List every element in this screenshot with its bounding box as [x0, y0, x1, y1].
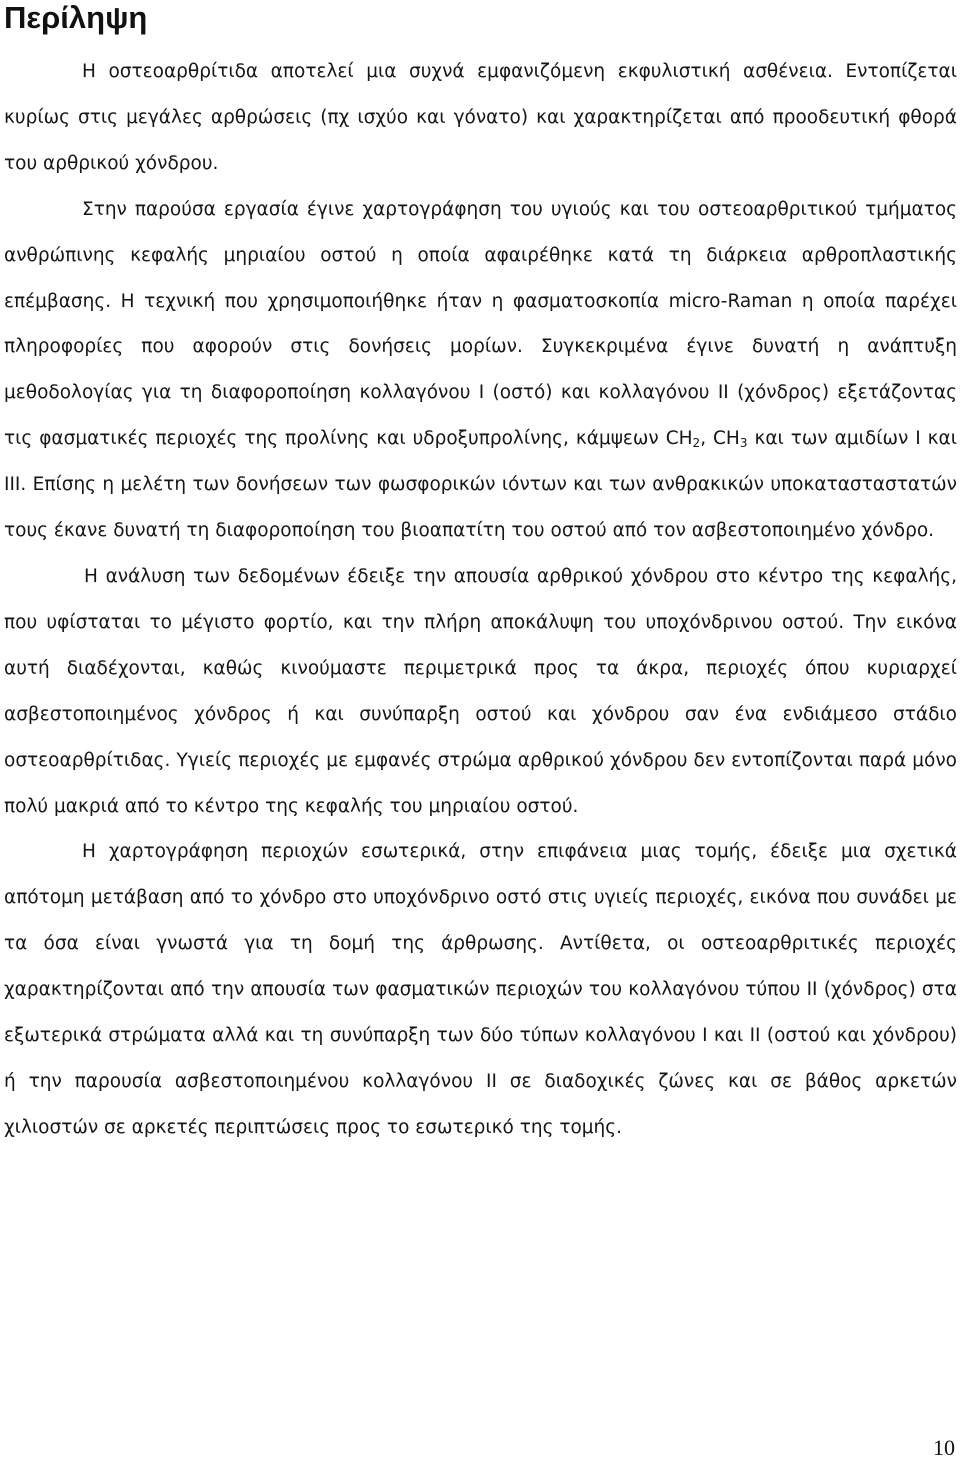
paragraph-methods-part-3: και των αμιδίων I και III. Επίσης η μελέτη των δονήσεων των φωσφορικών ιόντων και των ανθρακικών υποκατασταστατών τους έκανε δυνατή τη διαφοροποίηση του βιοαπατίτη του οστού από τον ασβεστοποιημένο χόνδρο. — [4, 428, 957, 542]
paragraph-methods-part-2: , CH — [700, 428, 740, 450]
section-heading: Περίληψη — [4, 0, 148, 35]
page-number: 10 — [933, 1435, 955, 1460]
paragraph-intro: Η οστεοαρθρίτιδα αποτελεί μια συχνά εμφανιζόμενη εκφυλιστική ασθένεια. Εντοπίζεται κυρίως στις μεγάλες αρθρώσεις (πχ ισχύο και γόνατο) και χαρακτηρίζεται από προοδευτική φθορά του αρθρικού χόνδρου. — [4, 61, 957, 174]
paragraph-methods-part-1: Στην παρούσα εργασία έγινε χαρτογράφηση του υγιούς και του οστεοαρθριτικού τμήματος ανθρώπινης κεφαλής μηριαίου οστού η οποία αφαιρέθηκε κατά τη διάρκεια αρθροπλαστικής επέμβασης. Η τεχνική που χρησιμοποιήθηκε ήταν η φασματοσκοπία micro-Raman η οποία παρέχει πληροφορίες που αφορούν στις δονήσεις μορίων. Συγκεκριμένα έγινε δυνατή η ανάπτυξη μεθοδολογίας για τη διαφοροποίηση κολλαγόνου I (οστό) και κολλαγόνου II (χόνδρος) εξετάζοντας τις φασματικές περιοχές της προλίνης και υδροξυπρολίνης, κάμψεων CH — [4, 198, 957, 450]
subscript-ch2: 2 — [692, 436, 701, 451]
paragraph-results: Η ανάλυση των δεδομένων έδειξε την απουσία αρθρικού χόνδρου στο κέντρο της κεφαλής, που υφίσταται το μέγιστο φορτίο, και την πλήρη αποκάλυψη του υποχόνδρινου οστού. Την εικόνα αυτή διαδέχονται, καθώς κινούμαστε περιμετρικά προς τα άκρα, περιοχές όπου κυριαρχεί ασβεστοποιημένος χόνδρος ή και συνύπαρξη οστού και χόνδρου σαν ένα ενδιάμεσο στάδιο οστεοαρθρίτιδας. Υγιείς περιοχές με εμφανές στρώμα αρθρικού χόνδρου δεν εντοπίζονται παρά μόνο πολύ μακριά από το κέντρο της κεφαλής του μηριαίου οστού. — [4, 565, 957, 817]
paragraph-mapping: Η χαρτογράφηση περιοχών εσωτερικά, στην επιφάνεια μιας τομής, έδειξε μια σχετικά απότομη μετάβαση από το χόνδρο στο υποχόνδρινο οστό στις υγιείς περιοχές, εικόνα που συνάδει με τα όσα είναι γνωστά για τη δομή της άρθρωσης. Αντίθετα, οι οστεοαρθριτικές περιοχές χαρακτηρίζονται από την απουσία των φασματικών περιοχών του κολλαγόνου τύπου II (χόνδρος) στα εξωτερικά στρώματα αλλά και τη συνύπαρξη των δύο τύπων κολλαγόνου I και II (οστού και χόνδρου) ή την παρουσία ασβεστοποιημένου κολλαγόνου II σε διαδοχικές ζώνες και σε βάθος αρκετών χιλιοστών σε αρκετές περιπτώσεις προς το εσωτερικό της τομής. — [4, 841, 957, 1138]
abstract-body — [4, 49, 957, 1151]
paragraph-methods — [4, 187, 957, 554]
subscript-ch3: 3 — [739, 436, 748, 451]
